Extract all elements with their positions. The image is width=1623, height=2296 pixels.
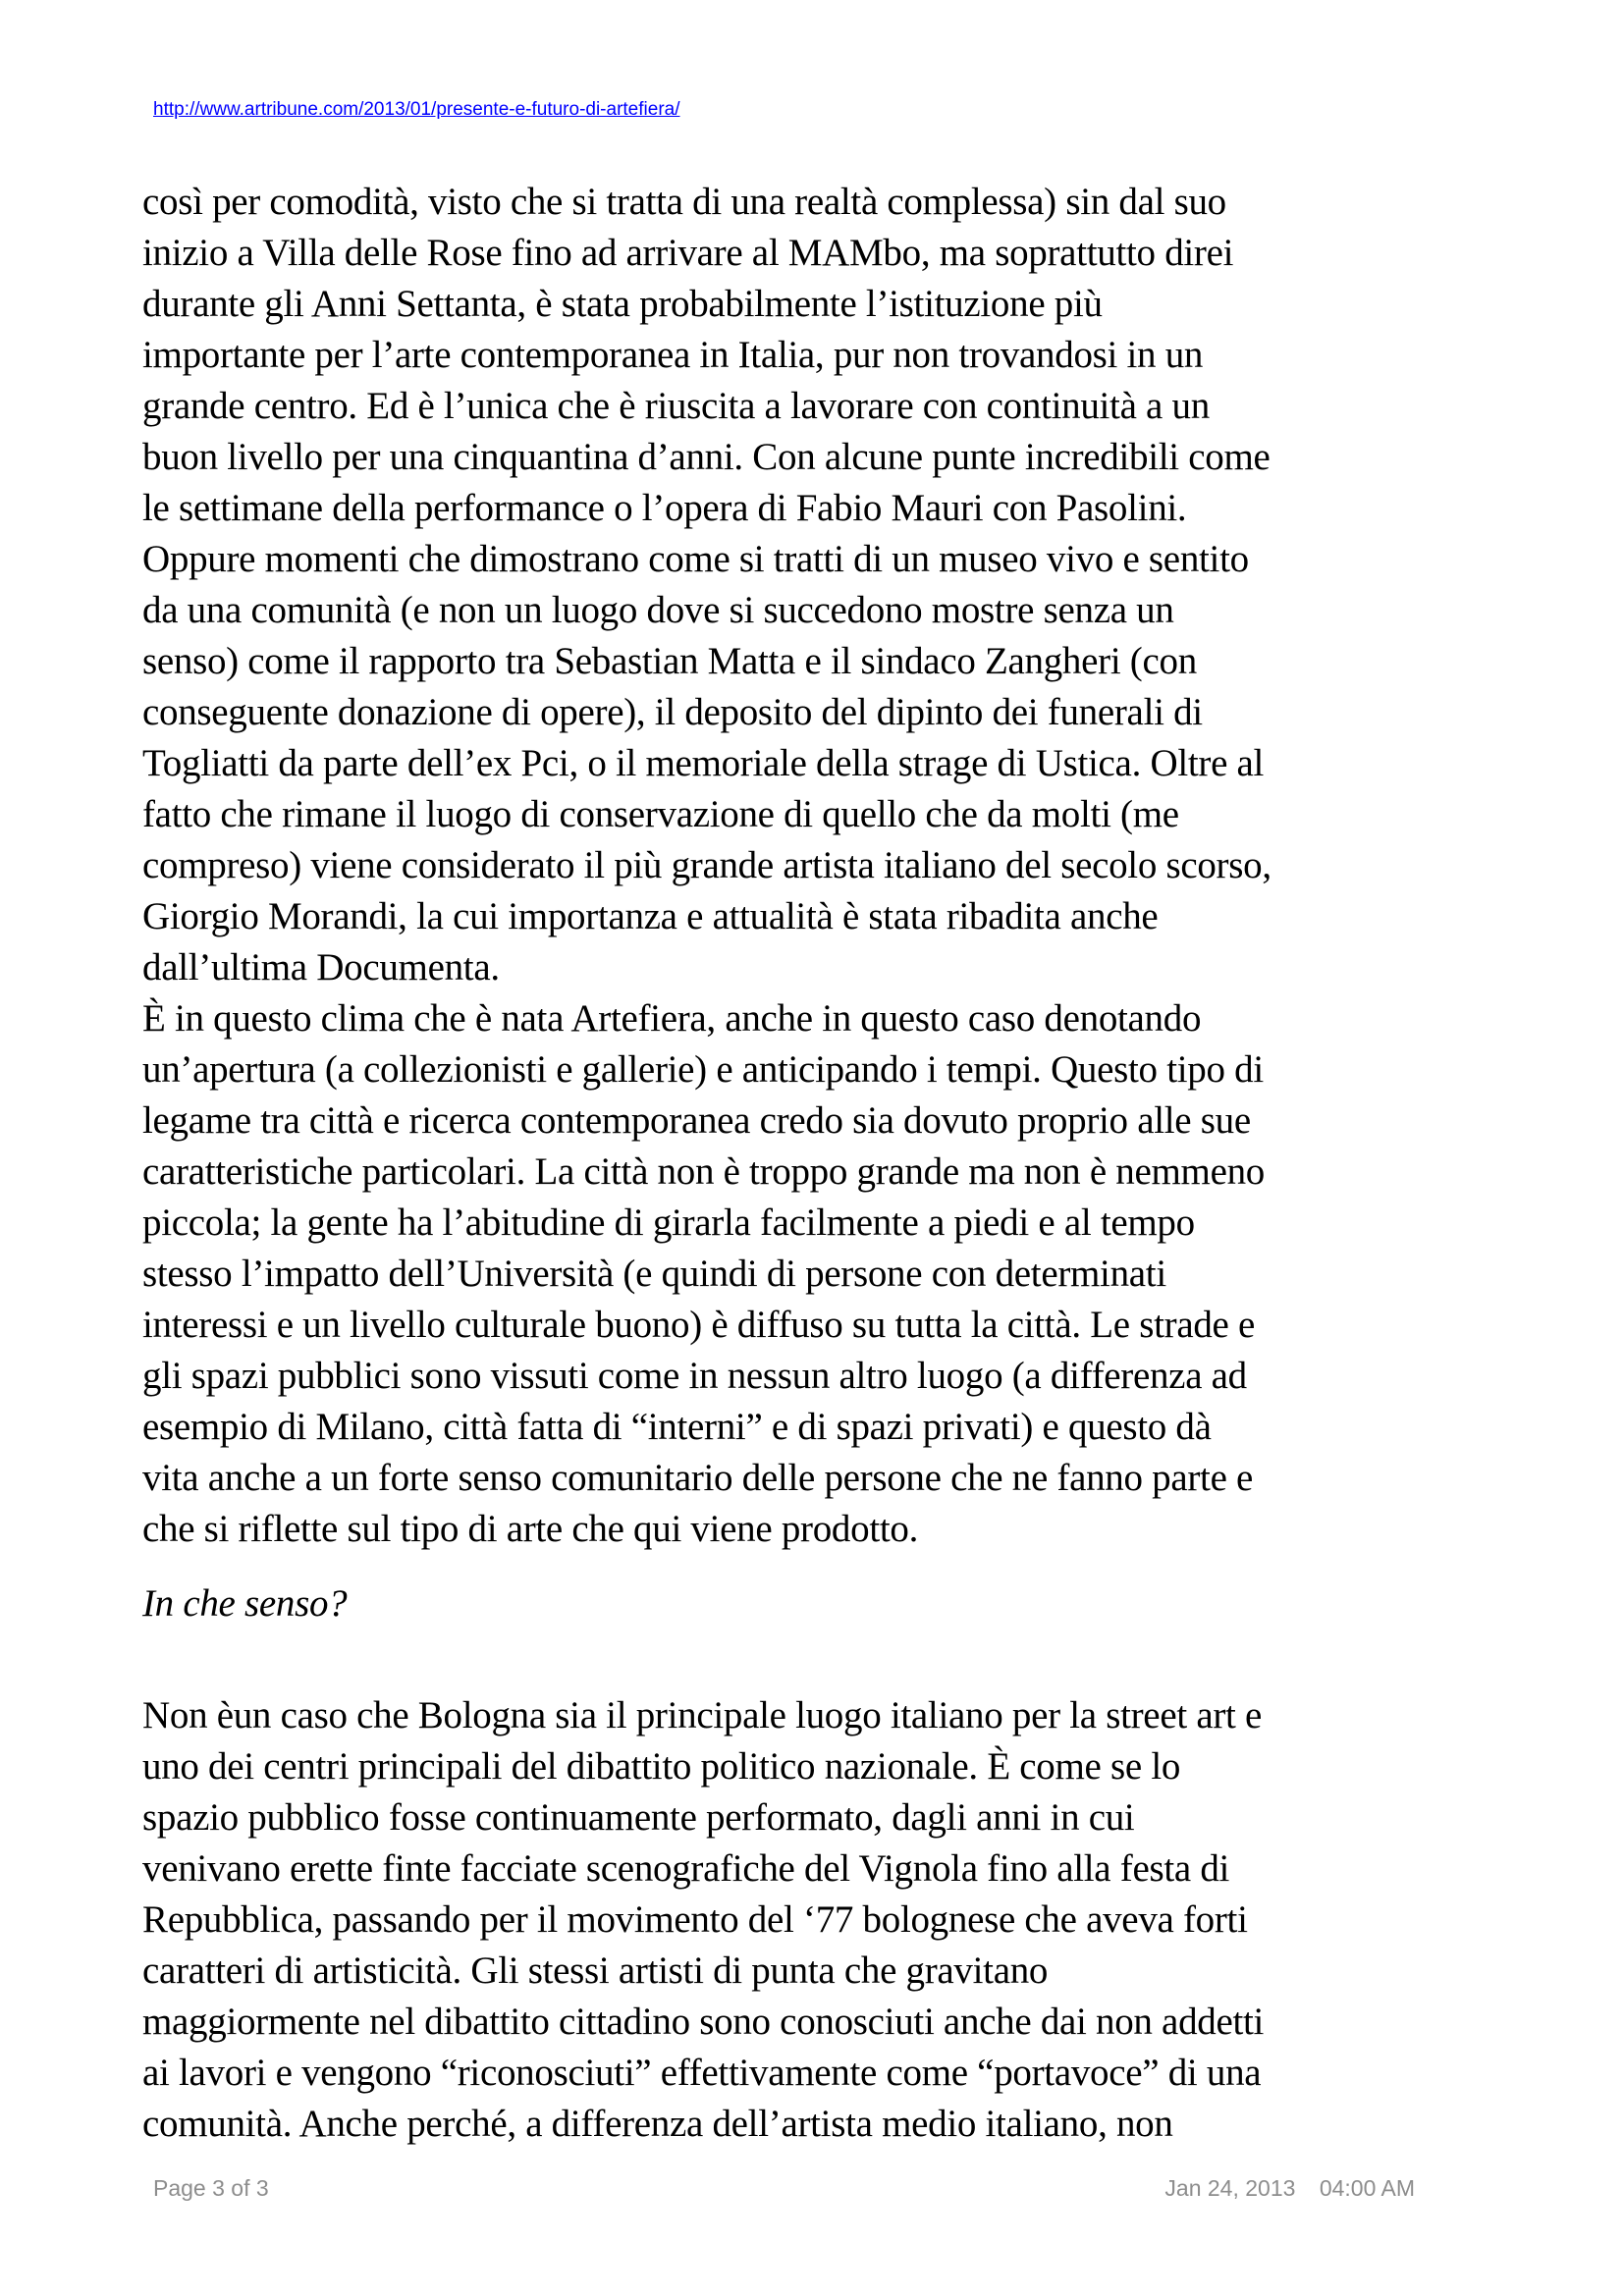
text-line: legame tra città e ricerca contemporanea credo sia dovuto proprio alle sue <box>142 1099 1251 1142</box>
page-footer <box>153 2175 1415 2202</box>
text-line: dall’ultima Documenta. <box>142 946 500 988</box>
text-line: uno dei centri principali del dibattito politico nazionale. È come se lo <box>142 1745 1181 1788</box>
text-line: che si riflette sul tipo di arte che qui viene prodotto. <box>142 1508 919 1550</box>
print-timestamp <box>1164 2175 1415 2202</box>
text-line: un’apertura (a collezionisti e gallerie) e anticipando i tempi. Questo tipo di <box>142 1048 1264 1091</box>
interview-question <box>142 1578 1512 1629</box>
text-line: piccola; la gente ha l’abitudine di girarla facilmente a piedi e al tempo <box>142 1201 1195 1244</box>
text-line: È in questo clima che è nata Artefiera, anche in questo caso denotando <box>142 997 1202 1040</box>
text-line: Giorgio Morandi, la cui importanza e attualità è stata ribadita anche <box>142 895 1159 937</box>
article-body <box>142 177 1512 2150</box>
text-line: Togliatti da parte dell’ex Pci, o il memoriale della strage di Ustica. Oltre al <box>142 742 1265 784</box>
text-line: caratteristiche particolari. La città non è troppo grande ma non è nemmeno <box>142 1150 1265 1193</box>
text-line: importante per l’arte contemporanea in Italia, pur non trovandosi in un <box>142 334 1204 376</box>
text-line: stesso l’impatto dell’Università (e quindi di persone con determinati <box>142 1253 1166 1295</box>
text-line: spazio pubblico fosse continuamente performato, dagli anni in cui <box>142 1796 1135 1839</box>
page-number: Page 3 of 3 <box>153 2175 269 2201</box>
text-line: comunità. Anche perché, a differenza dell’artista medio italiano, non <box>142 2103 1173 2145</box>
text-line: senso) come il rapporto tra Sebastian Matta e il sindaco Zangheri (con <box>142 640 1197 682</box>
paragraph <box>142 1690 1512 2150</box>
source-url-link[interactable]: http://www.artribune.com/2013/01/presente-e-futuro-di-artefiera/ <box>153 99 680 120</box>
text-line: interessi e un livello culturale buono) è diffuso su tutta la città. Le strade e <box>142 1304 1256 1346</box>
text-line: venivano erette finte facciate scenografiche del Vignola fino alla festa di <box>142 1847 1230 1890</box>
text-line: compreso) viene considerato il più grande artista italiano del secolo scorso, <box>142 844 1271 886</box>
text-line: gli spazi pubblici sono vissuti come in nessun altro luogo (a differenza ad <box>142 1355 1247 1397</box>
paragraph <box>142 177 1512 1555</box>
source-url-header <box>153 98 680 122</box>
text-line: grande centro. Ed è l’unica che è riuscita a lavorare con continuità a un <box>142 385 1210 427</box>
text-line: caratteri di artisticità. Gli stessi artisti di punta che gravitano <box>142 1949 1049 1992</box>
text-line: Repubblica, passando per il movimento del ‘77 bolognese che aveva forti <box>142 1898 1248 1941</box>
text-line: esempio di Milano, città fatta di “interni” e di spazi privati) e questo dà <box>142 1406 1212 1448</box>
text-line: maggiormente nel dibattito cittadino sono conosciuti anche dai non addetti <box>142 2001 1265 2043</box>
text-line: fatto che rimane il luogo di conservazione di quello che da molti (me <box>142 793 1179 835</box>
text-line: In che senso? <box>142 1582 348 1625</box>
text-line: Oppure momenti che dimostrano come si tratti di un museo vivo e sentito <box>142 538 1249 580</box>
text-line: vita anche a un forte senso comunitario delle persone che ne fanno parte e <box>142 1457 1254 1499</box>
text-line: inizio a Villa delle Rose fino ad arrivare al MAMbo, ma soprattutto direi <box>142 232 1234 274</box>
text-line: da una comunità (e non un luogo dove si succedono mostre senza un <box>142 589 1174 631</box>
text-line: durante gli Anni Settanta, è stata probabilmente l’istituzione più <box>142 283 1103 325</box>
text-line: conseguente donazione di opere), il deposito del dipinto dei funerali di <box>142 691 1203 733</box>
print-time: 04:00 AM <box>1319 2175 1415 2201</box>
print-date: Jan 24, 2013 <box>1164 2175 1296 2201</box>
text-line: ai lavori e vengono “riconosciuti” effettivamente come “portavoce” di una <box>142 2052 1262 2094</box>
text-line: Non èun caso che Bologna sia il principale luogo italiano per la street art e <box>142 1694 1263 1736</box>
text-line: così per comodità, visto che si tratta di una realtà complessa) sin dal suo <box>142 181 1226 223</box>
text-line: le settimane della performance o l’opera di Fabio Mauri con Pasolini. <box>142 487 1187 529</box>
text-line: buon livello per una cinquantina d’anni. Con alcune punte incredibili come <box>142 436 1271 478</box>
